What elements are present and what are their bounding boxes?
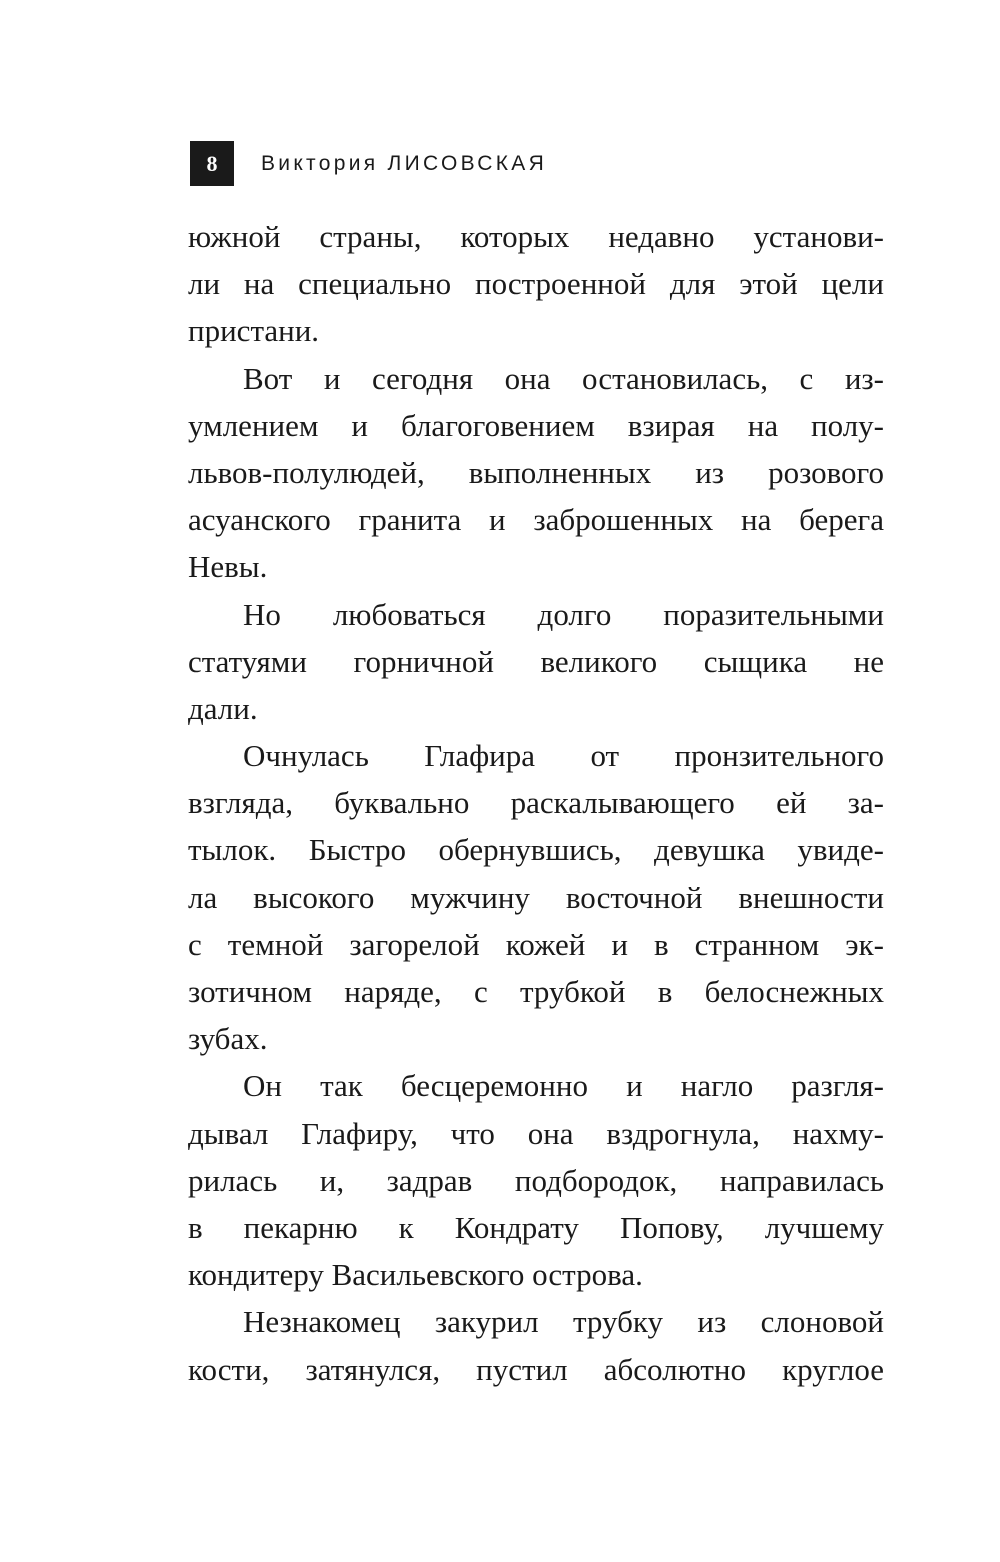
text-line: Незнакомец закурил трубку из слоновой [243,1304,884,1340]
text-line: Вот и сегодня она остановилась, с из- [243,360,884,396]
text-line: в пекарню к Кондрату Попову, лучшему [188,1209,884,1245]
text-line: зотичном наряде, с трубкой в белоснежных [188,974,884,1009]
text-line: ли на специально построенной для этой цели [188,266,884,302]
text-line: тылок. Быстро обернувшись, девушка увиде- [188,832,884,868]
text-line: ла высокого мужчину восточной внешности [188,879,884,915]
text-line: кости, затянулся, пустил абсолютно круглое [188,1351,884,1387]
text-line: Но любоваться долго поразительными [243,596,884,632]
text-line: дали. [188,690,258,726]
text-line: Он так бесцеремонно и нагло разгля- [243,1068,884,1104]
body-text [188,213,884,1393]
text-line: умлением и благоговением взирая на полу- [188,407,884,443]
page-number: 8 [190,141,234,186]
text-line: дывал Глафиру, что она вздрогнула, нахму- [188,1115,884,1151]
text-line: южной страны, которых недавно установи- [188,219,884,254]
running-head-author: Виктория ЛИСОВСКАЯ [261,151,548,175]
text-line: взгляда, буквально раскалывающего ей за- [188,785,884,821]
text-line: львов-полулюдей, выполненных из розового [188,454,884,490]
text-line: зубах. [188,1021,268,1057]
text-line: с темной загорелой кожей и в странном эк- [188,926,884,962]
text-line: Очнулась Глафира от пронзительного [243,738,884,774]
page-header [190,141,547,186]
text-line: пристани. [188,313,320,349]
text-line: кондитеру Васильевского острова. [188,1257,643,1293]
text-line: статуями горничной великого сыщика не [188,643,884,679]
text-line: рилась и, задрав подбородок, направилась [188,1162,884,1198]
text-line: асуанского гранита и заброшенных на берега [188,502,884,538]
text-line: Невы. [188,549,268,585]
